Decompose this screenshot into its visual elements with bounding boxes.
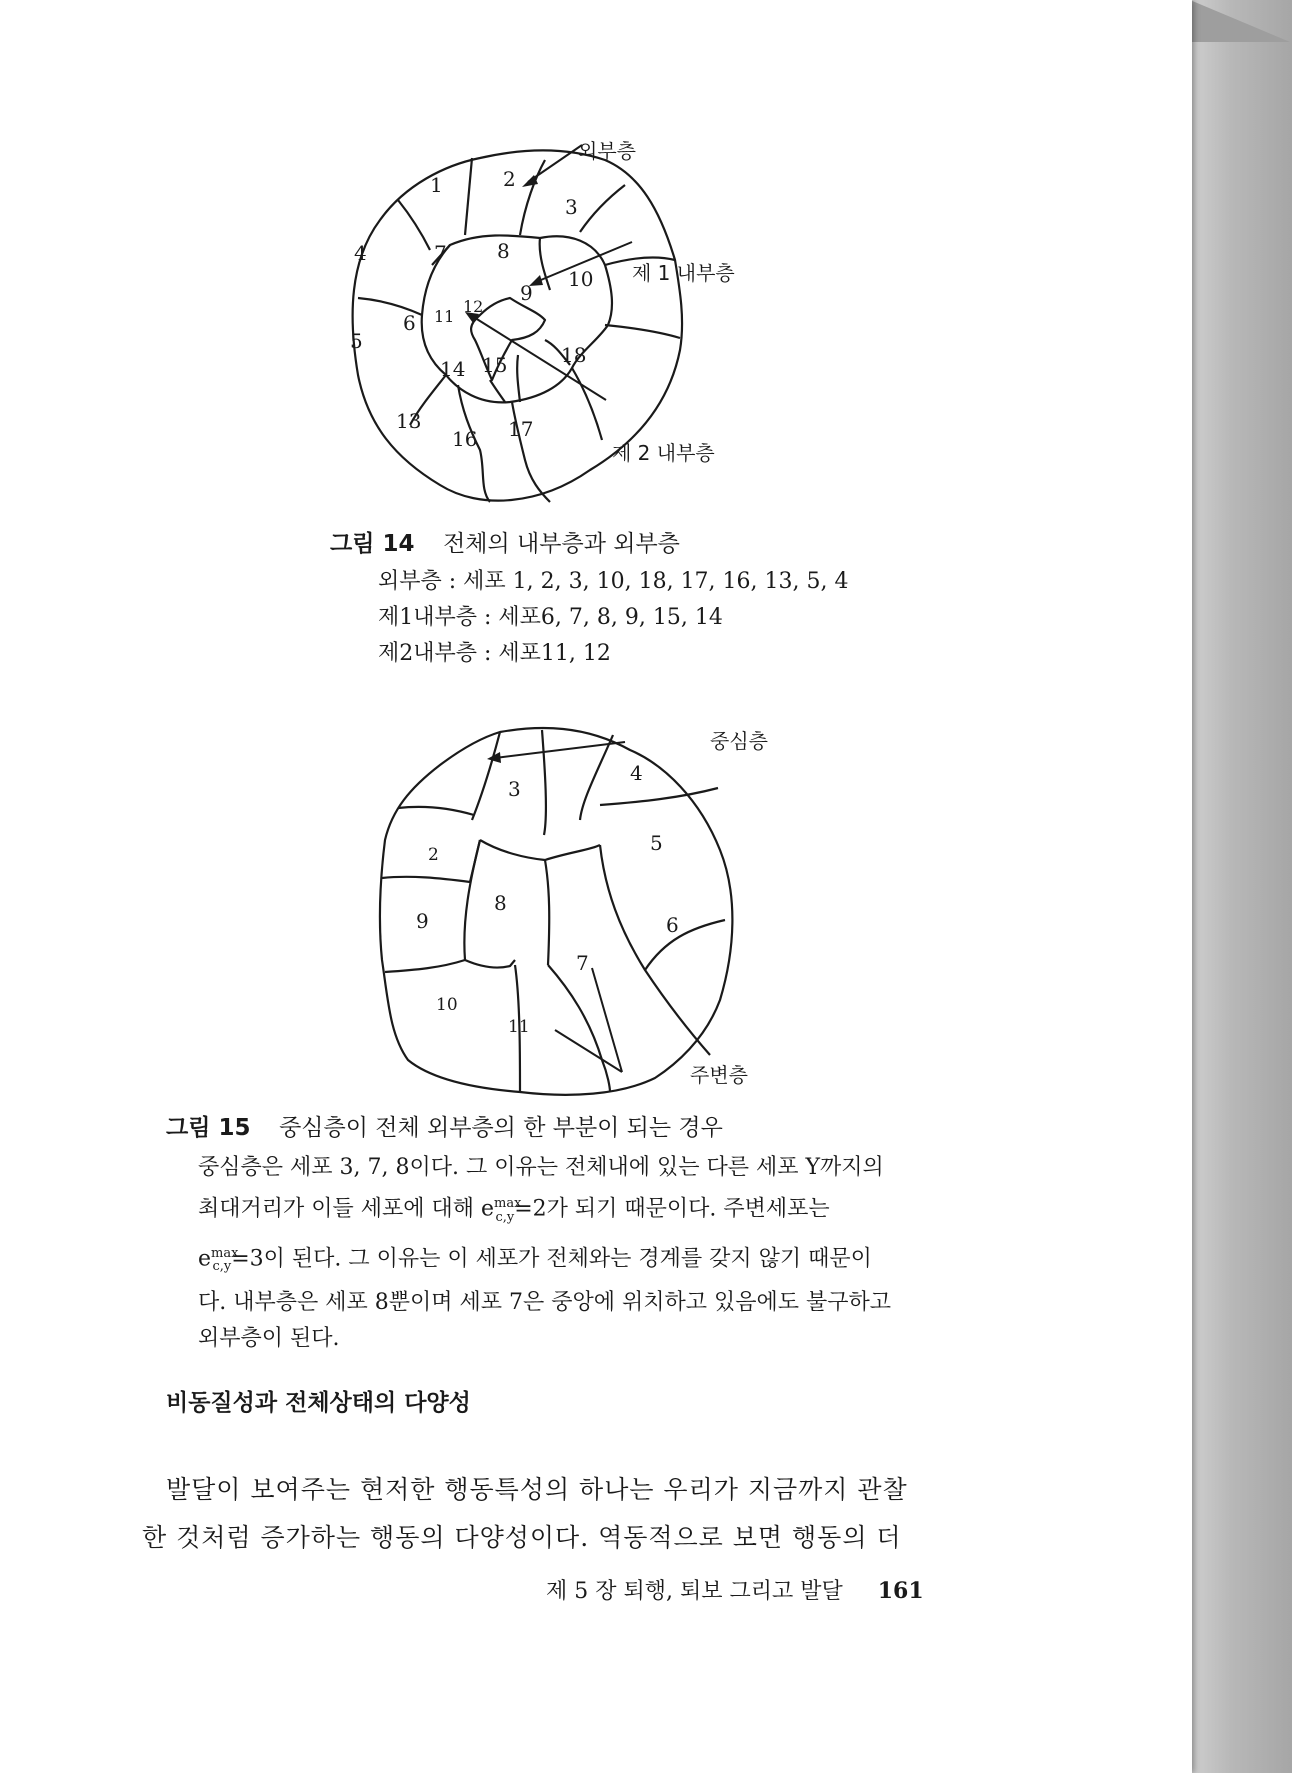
body-line: 발달이 보여주는 현저한 행동특성의 하나는 우리가 지금까지 관찰 <box>166 1475 908 1504</box>
annotation-periphery: 주변층 <box>690 1063 748 1087</box>
cell-label: 18 <box>561 343 587 367</box>
annotation-outer: 외부층 <box>578 140 636 163</box>
cell-label: 9 <box>416 909 429 933</box>
explanation-line: 다. 내부층은 세포 8뿐이며 세포 7은 중앙에 위치하고 있음에도 불구하고 <box>198 1290 891 1316</box>
annotation-inner1: 제 1 내부층 <box>632 261 735 285</box>
figure-14-legend-inner1: 제1내부층 : 세포6, 7, 8, 9, 15, 14 <box>378 605 723 630</box>
cell-label: 4 <box>354 241 367 265</box>
book-spine <box>1190 0 1292 1773</box>
figure-14-diagram <box>340 140 860 525</box>
cell-label: 6 <box>403 311 416 335</box>
cell-label: 7 <box>434 241 447 265</box>
explanation-line: 중심층은 세포 3, 7, 8이다. 그 이유는 전체내에 있는 다른 세포 Y까지의 <box>198 1155 884 1180</box>
figure-14-legend-outer: 외부층 : 세포 1, 2, 3, 10, 18, 17, 16, 13, 5, 4 <box>378 569 849 594</box>
page-footer <box>546 1574 924 1605</box>
figure-14-legend-inner2: 제2내부층 : 세포11, 12 <box>378 641 611 666</box>
cell-label: 5 <box>350 329 363 353</box>
figure-15-caption-label: 그림 15 <box>166 1115 251 1141</box>
cell-label: 6 <box>666 913 679 937</box>
cell-label: 12 <box>463 297 484 316</box>
cell-label: 8 <box>497 239 510 263</box>
section-heading: 비동질성과 전체상태의 다양성 <box>166 1390 471 1416</box>
cell-label: 2 <box>503 167 516 191</box>
figure-14-cell-labels <box>350 167 593 451</box>
figure-14 <box>340 140 860 525</box>
cell-label: 3 <box>508 777 521 801</box>
cell-label: 2 <box>428 845 439 865</box>
figure-14-caption-label: 그림 14 <box>330 531 415 557</box>
cell-label: 7 <box>576 951 589 975</box>
cell-label: 11 <box>508 1017 530 1037</box>
cell-label: 16 <box>452 427 478 451</box>
cell-label: 11 <box>434 307 455 326</box>
cell-label: 1 <box>430 173 443 197</box>
figure-14-caption-title: 전체의 내부층과 외부층 <box>443 531 680 557</box>
annotation-inner2: 제 2 내부층 <box>612 441 715 465</box>
cell-label: 13 <box>396 409 422 433</box>
figure-15-diagram <box>370 720 790 1100</box>
cell-label: 5 <box>650 831 663 855</box>
explanation-line: 최대거리가 이들 세포에 대해 $e^{max}_{c,y}=2$가 되기 때문이다. 주변세포는 <box>198 1196 830 1225</box>
figure-15-caption-title: 중심층이 전체 외부층의 한 부분이 되는 경우 <box>279 1115 723 1141</box>
cell-label: 4 <box>630 761 643 785</box>
figure-15-caption <box>166 1112 723 1144</box>
cell-label: 3 <box>565 195 578 219</box>
figure-15-explanation <box>198 1150 998 1357</box>
cell-label: 8 <box>494 891 507 915</box>
running-footer: 제 5 장 퇴행, 퇴보 그리고 발달 <box>546 1579 843 1604</box>
cell-label: 10 <box>436 995 458 1015</box>
annotation-center: 중심층 <box>710 729 768 753</box>
explanation-line: 외부층이 된다. <box>198 1326 340 1352</box>
page-number: 161 <box>877 1578 924 1604</box>
cell-label: 10 <box>568 267 594 291</box>
cell-label: 15 <box>482 353 508 377</box>
cell-label: 9 <box>520 281 533 305</box>
cell-label: 17 <box>508 417 534 441</box>
explanation-line: $e^{max}_{c,y}=3$이 된다. 그 이유는 이 세포가 전체와는 경계를 갖지 않기 때문이 <box>198 1245 872 1275</box>
outer-boundary <box>380 728 733 1095</box>
figure-15 <box>370 720 790 1100</box>
figure-14-caption <box>330 528 680 560</box>
section-body <box>142 1466 1022 1562</box>
book-spine-top <box>1190 0 1290 42</box>
body-line: 한 것처럼 증가하는 행동의 다양성이다. 역동적으로 보면 행동의 더 <box>142 1523 902 1552</box>
cell-label: 14 <box>440 357 466 381</box>
